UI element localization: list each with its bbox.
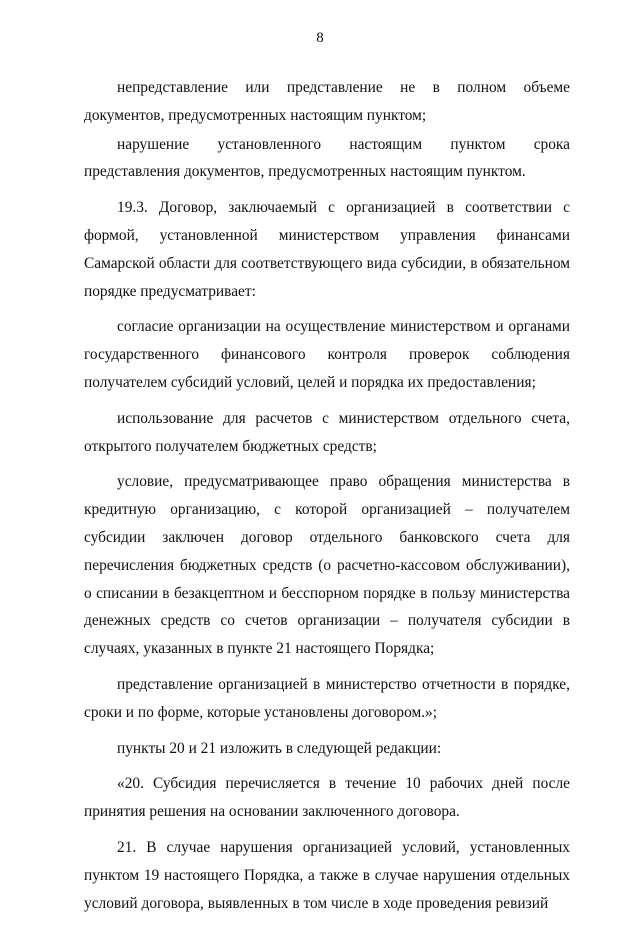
paragraph: «20. Субсидия перечисляется в течение 10 рабочих дней после принятия решения на основании заключенного договора. — [84, 775, 570, 821]
paragraph: использование для расчетов с министерством отдельного счета, открытого получателем бюджетных средств; — [84, 409, 570, 455]
paragraph: непредставление или представление не в полном объеме документов, предусмотренных настоящим пунктом; — [84, 79, 570, 124]
paragraph: согласие организации на осуществление министерством и органами государственного финансового контроля проверок соблюдения получателем субсидий условий, целей и порядка их предоставления; — [84, 318, 570, 391]
paragraph: 19.3. Договор, заключаемый с организацией в соответствии с формой, установленной министерством управления финансами Самарской области для соответствующего вида субсидии, в обязательном порядке предусматривает: — [84, 199, 570, 300]
document-body — [84, 74, 570, 925]
paragraph: пункты 20 и 21 изложить в следующей редакции: — [117, 739, 442, 757]
paragraph: условие, предусматривающее право обращения министерства в кредитную организацию, с которой организацией – получателем субсидии заключен договор отдельного банковского счета для перечисления бюджетных средств (о расчетно-кассовом обслуживании), о списании в безакцептном и бесспорном порядке в пользу министерства денежных средств со счетов организации – получателя субсидии в случаях, указанных в пункте 21 настоящего Порядка; — [84, 473, 570, 658]
paragraph: нарушение установленного настоящим пунктом срока представления документов, предусмотренных настоящим пунктом. — [84, 135, 570, 181]
paragraph: 21. В случае нарушения организацией условий, установленных пунктом 19 настоящего Порядка, а также в случае нарушения отдельных условий договора, выявленных в том числе в ходе проведения ревизий — [84, 838, 570, 912]
paragraph: представление организацией в министерство отчетности в порядке, сроки и по форме, которые установлены договором.»; — [84, 675, 570, 721]
page-number: 8 — [316, 30, 324, 46]
